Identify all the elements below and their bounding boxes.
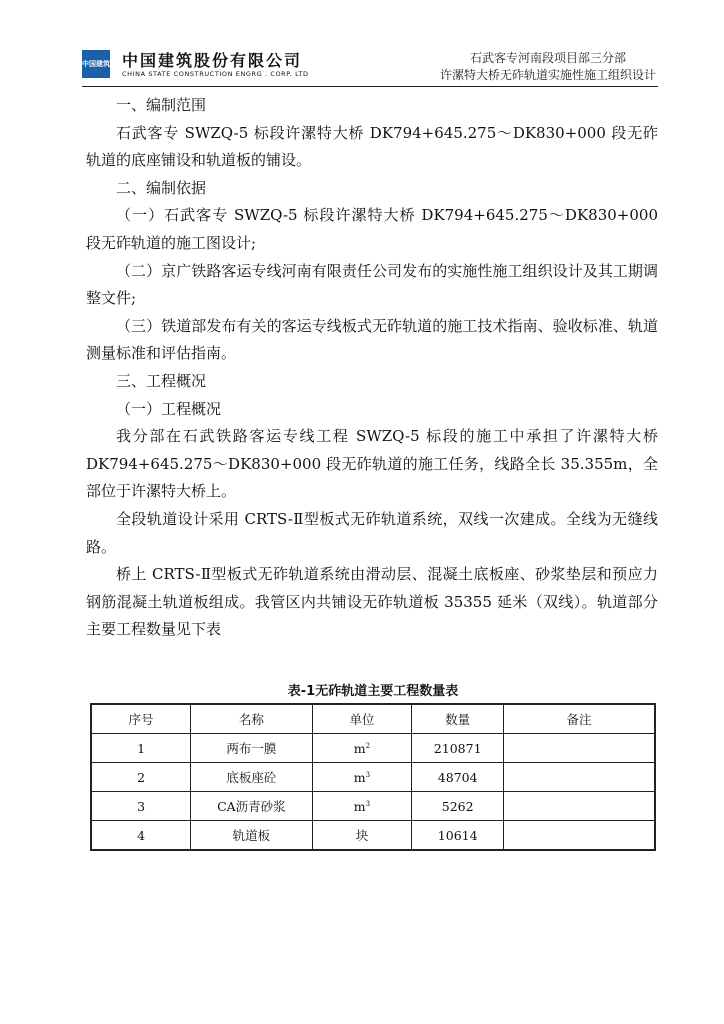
table-caption: 表-1无砟轨道主要工程数量表	[287, 684, 459, 699]
page-header	[82, 42, 658, 87]
paragraph: 我分部在石武铁路客运专线工程 SWZQ-5 标段的施工中承担了许漯特大桥 DK794+645.275～DK830+000 段无砟轨道的施工任务，线路全长 35.355m，全部位于许漯特大桥上。	[86, 427, 658, 501]
cell-unit	[312, 734, 412, 763]
paragraph: 桥上 CRTS-Ⅱ型板式无砟轨道系统由滑动层、混凝土底板座、砂浆垫层和预应力钢筋混凝土轨道板组成。我管区内共铺设无砟轨道板 35355 延米（双线）。轨道部分主要工程数量见下表	[86, 565, 658, 639]
subsection-heading: （一）工程概况	[116, 399, 222, 418]
cell-no: 2	[91, 763, 191, 792]
header-cell-qty: 数量	[412, 704, 504, 734]
cell-note	[504, 734, 655, 763]
cell-name: 底板座砼	[191, 763, 313, 792]
table-row	[91, 734, 655, 763]
paragraph: （二）京广铁路客运专线河南有限责任公司发布的实施性施工组织设计及其工期调整文件;	[86, 261, 658, 308]
paragraph: （三）铁道部发布有关的客运专线板式无砟轨道的施工技术指南、验收标准、轨道测量标准和评估指南。	[86, 316, 658, 363]
cell-no: 1	[91, 734, 191, 763]
project-title	[440, 50, 656, 84]
company-name-cn: 中国建筑股份有限公司	[122, 51, 303, 70]
table-row	[91, 763, 655, 792]
unit-text: m	[353, 769, 366, 785]
logo-text: 中国建筑	[82, 59, 110, 68]
cell-qty: 48704	[412, 763, 504, 792]
cell-name: 两布一膜	[191, 734, 313, 763]
company-logo	[82, 50, 110, 78]
table-row	[91, 821, 655, 851]
unit-exponent: 3	[365, 770, 371, 779]
section-heading: 一、编制范围	[116, 96, 207, 114]
unit-exponent: 3	[365, 799, 371, 808]
paragraph: 石武客专 SWZQ-5 标段许漯特大桥 DK794+645.275～DK830+000 段无砟轨道的底座铺设和轨道板的铺设。	[86, 123, 658, 170]
cell-qty: 210871	[412, 734, 504, 763]
table-row	[91, 792, 655, 821]
cell-note	[504, 763, 655, 792]
company-name-en: CHINA STATE CONSTRUCTION ENGRG . CORP. LTD	[122, 70, 309, 78]
unit-text: m	[353, 740, 366, 756]
document-body	[86, 92, 658, 644]
paragraph: 全段轨道设计采用 CRTS-Ⅱ型板式无砟轨道系统，双线一次建成。全线为无缝线路。	[86, 509, 658, 556]
cell-no: 3	[91, 792, 191, 821]
header-cell-no: 序号	[91, 704, 191, 734]
cell-note	[504, 821, 655, 851]
cell-note	[504, 792, 655, 821]
header-cell-note: 备注	[504, 704, 655, 734]
header-cell-unit: 单位	[312, 704, 412, 734]
project-title-line-1: 石武客专河南段项目部三分部	[469, 51, 626, 65]
cell-unit	[312, 763, 412, 792]
quantity-table	[90, 703, 656, 851]
project-title-line-2: 许漯特大桥无砟轨道实施性施工组织设计	[439, 68, 656, 82]
cell-unit	[312, 821, 412, 851]
header-cell-name: 名称	[191, 704, 313, 734]
cell-no: 4	[91, 821, 191, 851]
section-heading: 二、编制依据	[116, 178, 207, 197]
paragraph: （一）石武客专 SWZQ-5 标段许漯特大桥 DK794+645.275～DK830+000 段无砟轨道的施工图设计;	[86, 206, 658, 252]
cell-name: CA沥青砂浆	[191, 792, 313, 821]
table-header-row	[91, 704, 655, 734]
cell-qty: 10614	[412, 821, 504, 851]
cell-unit	[312, 792, 412, 821]
cell-name: 轨道板	[191, 821, 313, 851]
section-heading: 三、工程概况	[116, 371, 207, 390]
cell-qty: 5262	[412, 792, 504, 821]
unit-exponent: 2	[365, 741, 371, 750]
unit-text: m	[353, 798, 366, 814]
unit-text: 块	[355, 828, 369, 843]
